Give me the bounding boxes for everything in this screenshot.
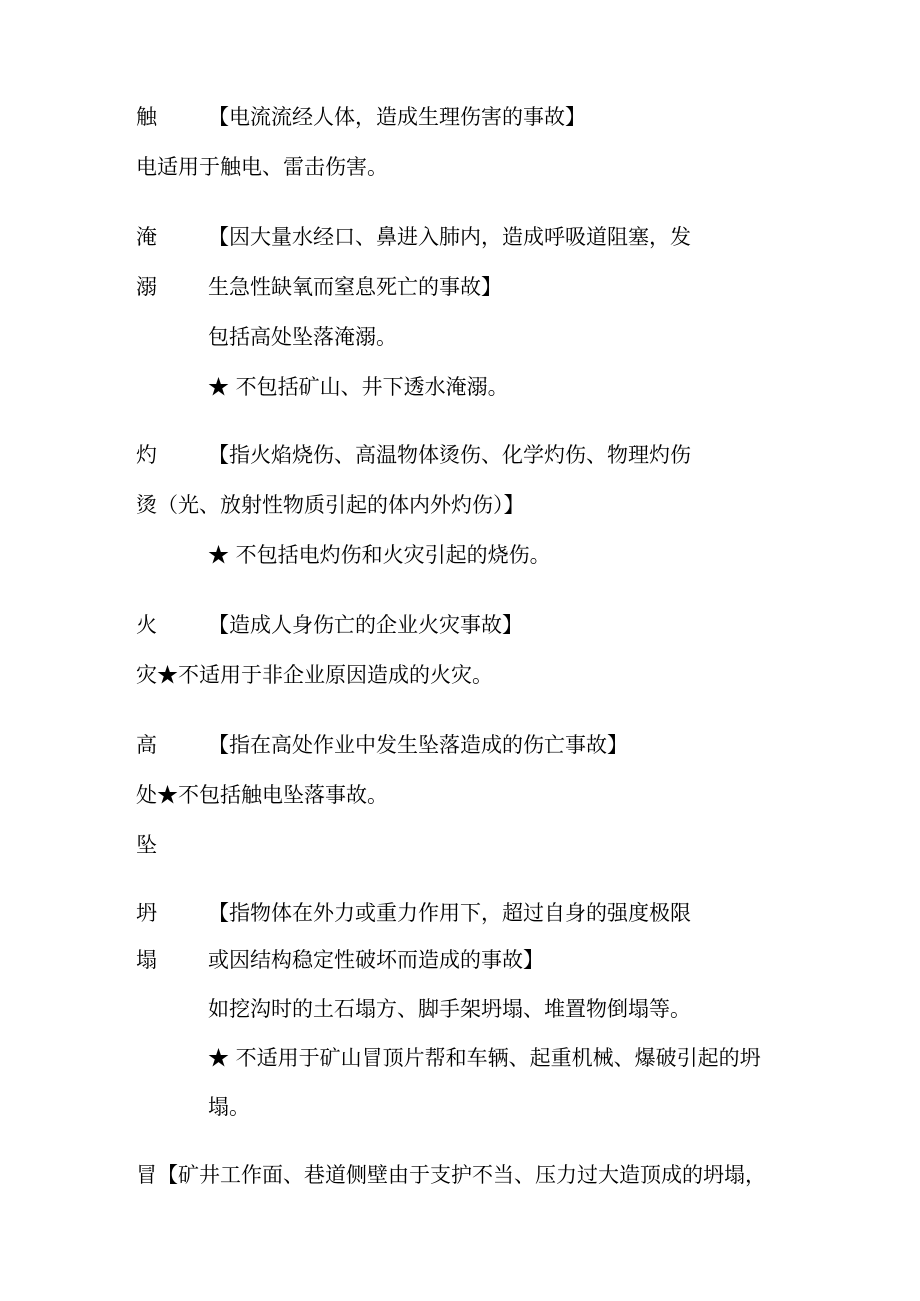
definition-line: 电适用于触电、雷击伤害。	[136, 155, 388, 179]
exclusion-note: 灾★不适用于非企业原因造成的火灾。	[136, 663, 493, 687]
definition-line: 冒【矿井工作面、巷道侧壁由于支护不当、压力过大造顶成的坍塌，	[136, 1163, 766, 1187]
definition-line: 【电流流经人体，造成生理伤害的事故】	[208, 105, 586, 129]
term-char: 触	[136, 105, 157, 129]
exclusion-note: ★ 不适用于矿山冒顶片帮和车辆、起重机械、爆破引起的坍	[208, 1046, 761, 1070]
definition-line: 包括高处坠落淹溺。	[208, 325, 397, 349]
term-char: 火	[136, 613, 157, 637]
definition-line: 【指在高处作业中发生坠落造成的伤亡事故】	[208, 733, 628, 757]
exclusion-note: ★ 不包括矿山、井下透水淹溺。	[208, 375, 509, 399]
definition-line: 烫（光、放射性物质引起的体内外灼伤）】	[136, 493, 525, 517]
definition-line: 【指物体在外力或重力作用下，超过自身的强度极限	[208, 901, 691, 925]
term-char: 灼	[136, 443, 157, 467]
term-char: 塌	[136, 948, 157, 972]
exclusion-note: ★ 不包括电灼伤和火灾引起的烧伤。	[208, 543, 551, 567]
term-char: 坍	[136, 901, 157, 925]
term-char: 溺	[136, 275, 157, 299]
term-char: 淹	[136, 225, 157, 249]
definition-line: 生急性缺氧而窒息死亡的事故】	[208, 275, 502, 299]
exclusion-note: 塌。	[208, 1095, 250, 1119]
term-char: 高	[136, 733, 157, 757]
definition-line: 或因结构稳定性破坏而造成的事故】	[208, 948, 544, 972]
definition-line: 【因大量水经口、鼻进入肺内，造成呼吸道阻塞，发	[208, 225, 691, 249]
exclusion-note: 处★不包括触电坠落事故。	[136, 783, 388, 807]
definition-line: 如挖沟时的土石塌方、脚手架坍塌、堆置物倒塌等。	[208, 997, 691, 1021]
term-char: 坠	[136, 833, 157, 857]
definition-line: 【指火焰烧伤、高温物体烫伤、化学灼伤、物理灼伤	[208, 443, 691, 467]
definition-line: 【造成人身伤亡的企业火灾事故】	[208, 613, 523, 637]
